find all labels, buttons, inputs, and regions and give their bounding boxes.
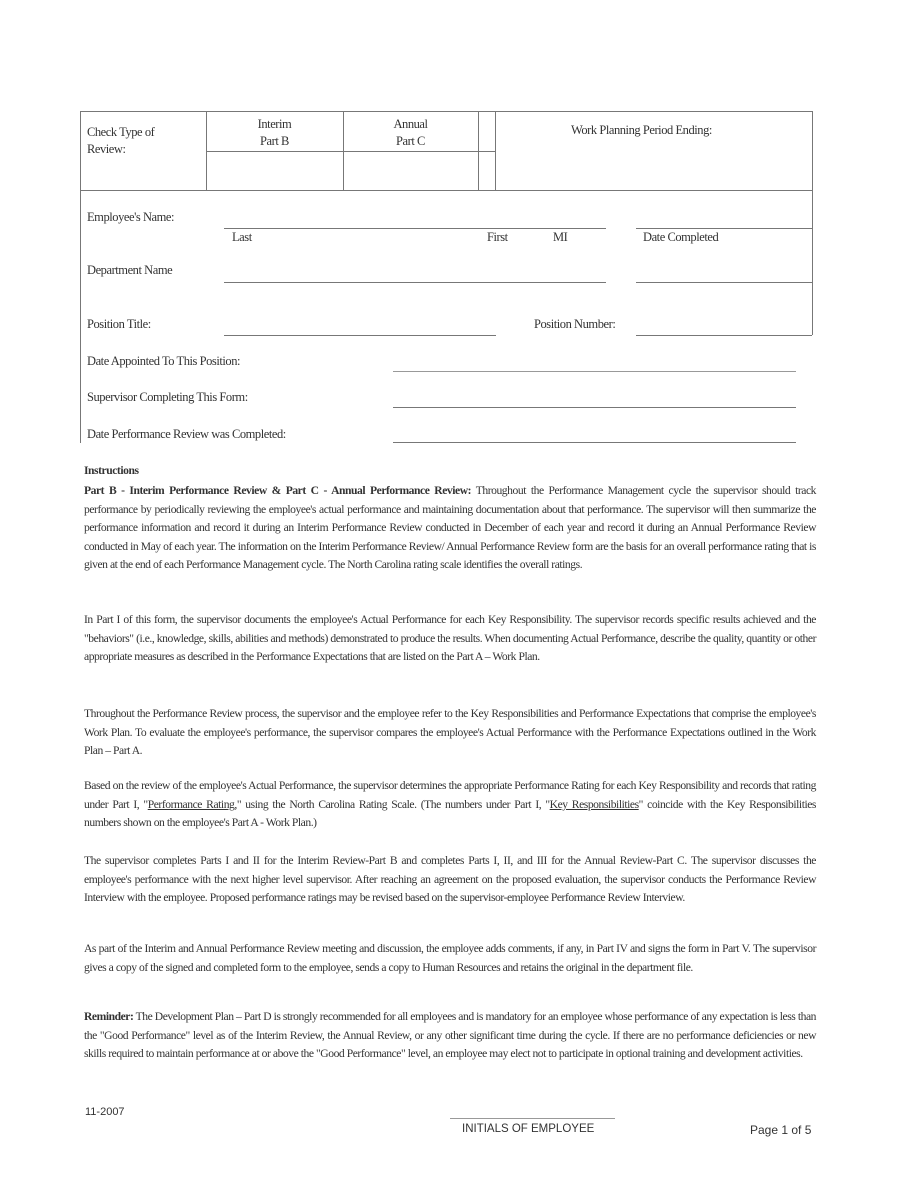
department-extra-field[interactable] [636,282,812,283]
instructions-paragraph-5: The supervisor completes Parts I and II for the Interim Review-Part B and completes Parts I, II, and III for the Annual Review-Part C. The supervisor discusses the employee's performance with the next higher level supervisor. After reaching an agreement on the proposed evaluation, the supervisor conducts the Performance Review Interview with the employee. Proposed performance ratings may be revised based on the supervisor-employee Performance Review Interview. [84,854,816,905]
department-name-label: Department Name [87,263,173,277]
initials-field[interactable] [450,1118,615,1119]
form-border-right [812,111,813,335]
position-title-label: Position Title: [87,317,151,331]
mi-label: MI [553,230,568,244]
last-label: Last [232,230,252,244]
paragraph-text: " coincide with the Key Responsibilities numbers shown on the employee's Part A - Work Plan.) [84,797,816,830]
revision-date: 11-2007 [85,1106,125,1118]
instructions-paragraph-6: As part of the Interim and Annual Performance Review meeting and discussion, the employee adds comments, if any, in Part IV and signs the form in Part V. The supervisor gives a copy of the signed and completed form to the employee, sends a copy to Human Resources and retains the original in the department file. [84,942,816,974]
paragraph-text: Throughout the Performance Management cycle the supervisor should track performance by periodically reviewing the employee's actual performance and maintaining documentation about that performance. The supervisor will then summarize the performance information and record it during an Interim Performance Review conducted in December of each year and record it during an Annual Performance Review conducted in May of each year. The information on the Interim Performance Review/ Annual Performance Review form are the basis for an overall performance rating that is given at the end of each Performance Management cycle. The North Carolina rating scale identifies the overall ratings. [84,484,816,572]
instructions-heading: Instructions [84,464,139,477]
paragraph-text: The Development Plan – Part D is strongly recommended for all employees and is mandatory for an employee whose performance of any expectation is less than the "Good Performance" level as of the Interim Review, the Annual Review, or any other significant time during the cycle. If there are no performance deficiencies or new skills required to maintain performance at or above the "Good Performance" level, an employee may elect not to participate in optional training and development activities. [84,1010,816,1061]
instructions-paragraph-2: In Part I of this form, the supervisor documents the employee's Actual Performance for each Key Responsibility. The supervisor records specific results achieved and the "behaviors" (i.e., knowledge, skills, abilities and methods) demonstrated to produce the results. When documenting Actual Performance, describe the quality, quantity or other appropriate measures as described in the Performance Expectations that are listed on the Part A – Work Plan. [84,613,816,664]
check-type-label: Check Type of Review: [87,125,155,156]
date-review-label: Date Performance Review was Completed: [87,427,286,441]
employee-name-field[interactable] [224,228,606,229]
date-appointed-label: Date Appointed To This Position: [87,354,241,368]
instructions-paragraph-4 [84,777,816,833]
initials-label: INITIALS OF EMPLOYEE [462,1123,595,1135]
instructions-paragraph-3: Throughout the Performance Review process, the supervisor and the employee refer to the Key Responsibilities and Performance Expectations that comprise the employee's Work Plan. To evaluate the employee's performance, the supervisor compares the employee's Actual Performance with the Performance Expectations outlined in the Work Plan – Part A. [84,707,816,758]
date-appointed-field[interactable] [393,371,796,372]
date-completed-field[interactable] [636,228,812,229]
performance-rating-link: Performance Rating, [147,797,237,811]
instructions-paragraph-1 [84,482,816,575]
col-divider [478,111,479,190]
page-number: Page 1 of 5 [750,1123,812,1137]
paragraph-text: " using the North Carolina Rating Scale. (The numbers under Part I, " [236,797,550,811]
supervisor-label: Supervisor Completing This Form: [87,390,248,404]
date-review-field[interactable] [393,442,796,443]
interim-part-b-header [206,116,343,150]
position-title-field[interactable] [224,335,496,336]
instructions-paragraph-7 [84,1008,816,1064]
position-number-label: Position Number: [534,317,616,331]
interim-checkbox[interactable] [207,152,342,189]
first-label: First [487,230,508,244]
part-c-label: Part C [396,134,425,148]
paragraph-text: Based on the review of the employee's Actual Performance, the supervisor determines the appropriate Performance Rating for each Key Responsibility and records that rating under Part I, " [84,779,816,811]
supervisor-field[interactable] [393,407,796,408]
employee-name-label: Employee's Name: [87,210,175,224]
work-planning-label: Work Planning Period Ending: [571,123,712,137]
work-planning-field[interactable] [500,145,808,185]
interim-label: Interim [257,117,292,131]
annual-label: Annual [393,117,428,131]
key-responsibilities-link: Key Responsibilities [549,797,639,811]
annual-checkbox[interactable] [344,152,477,189]
form-header-divider [80,190,813,191]
position-number-field[interactable] [636,335,812,336]
reminder-label: Reminder: [84,1010,134,1023]
parts-b-c-title: Part B - Interim Performance Review & Part C - Annual Performance Review: [84,484,472,497]
col-divider [495,111,496,190]
part-b-label: Part B [260,134,289,148]
form-border-top [80,111,813,112]
annual-part-c-header [343,116,478,150]
date-completed-label: Date Completed [643,230,719,244]
form-border-left [80,111,81,443]
department-name-field[interactable] [224,282,606,283]
